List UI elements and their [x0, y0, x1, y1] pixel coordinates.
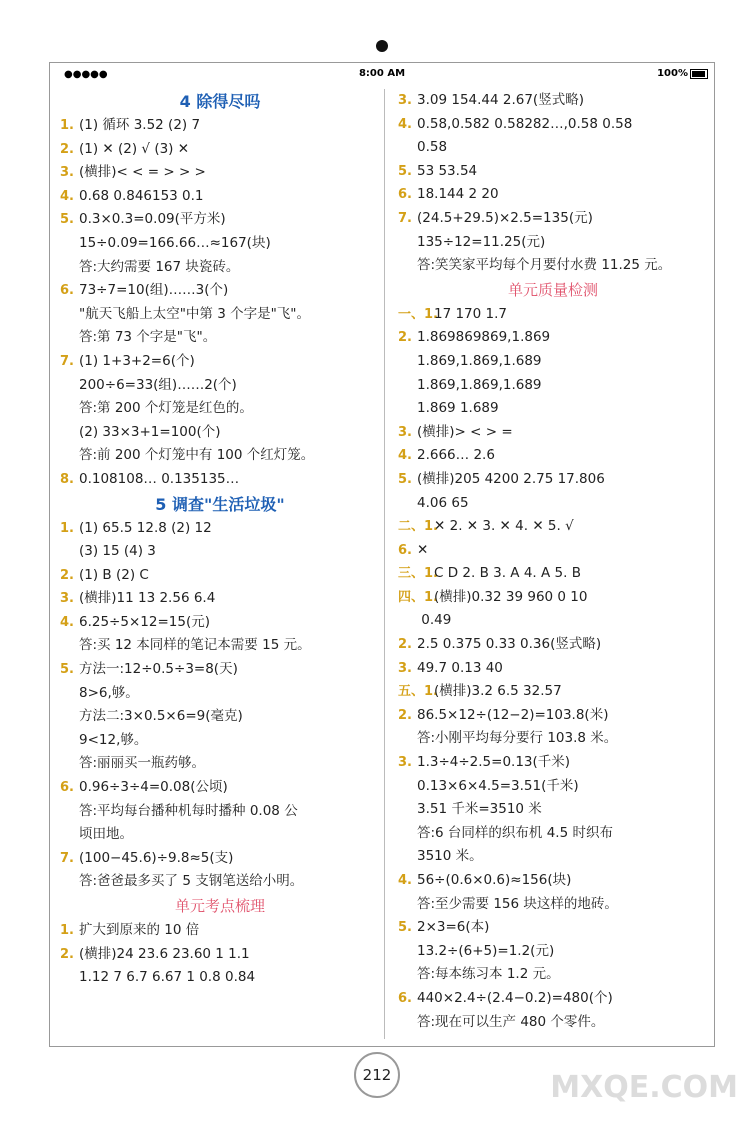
answer-line [60, 350, 380, 374]
answer-text: 440×2.4÷(2.4−0.2)=480(个) [417, 989, 613, 1006]
answer-text: (24.5+29.5)×2.5=135(元) [417, 209, 593, 226]
answer-line [398, 893, 708, 917]
question-number: 4. [60, 614, 74, 630]
answer-line [60, 564, 380, 588]
answer-line [60, 682, 380, 706]
answer-line [398, 444, 708, 468]
answer-text: 8>6,够。 [79, 684, 139, 701]
answer-line [398, 940, 708, 964]
section-subtitle: 单元考点梳理 [174, 897, 265, 915]
answer-line [398, 374, 708, 398]
answer-text: 2×3=6(本) [417, 919, 490, 936]
watermark-text: MXQE.COM [550, 1070, 738, 1105]
question-number: 2. [398, 330, 412, 346]
answer-line [60, 800, 380, 824]
answer-line [60, 444, 380, 468]
answer-text: ✕ [417, 541, 429, 558]
answer-line [398, 492, 708, 516]
answer-line [60, 185, 380, 209]
answer-line [398, 1011, 708, 1035]
status-time: 8:00 AM [358, 68, 406, 79]
answer-text: 方法二:3×0.5×6=9(毫克) [79, 708, 243, 725]
answer-line [60, 729, 380, 753]
answer-text: (横排)> < > = [417, 423, 513, 440]
answer-line [398, 231, 708, 255]
answer-line [60, 776, 380, 800]
answer-line [398, 609, 708, 633]
answer-text: 17 170 1.7 [434, 305, 507, 322]
answer-text: C D 2. B 3. A 4. A 5. B [434, 565, 581, 582]
answer-text: (横排)0.32 39 960 0 10 [434, 588, 588, 605]
answer-line [398, 160, 708, 184]
answer-text: 0.58 [417, 139, 448, 156]
question-number: 五、1. [398, 684, 438, 700]
answer-line [60, 326, 380, 350]
answer-line [398, 113, 708, 137]
answer-text: ✕ 2. ✕ 3. ✕ 4. ✕ 5. √ [434, 518, 574, 535]
question-number: 4. [398, 448, 412, 464]
answer-line [60, 823, 380, 847]
answer-text: (横排)11 13 2.56 6.4 [79, 590, 216, 607]
answer-text: 0.49 [417, 612, 452, 629]
answer-line [60, 208, 380, 232]
answer-text: 答:买 12 本同样的笔记本需要 15 元。 [79, 637, 311, 654]
answer-text: 答:6 台同样的织布机 4.5 时织布 [417, 824, 613, 841]
answer-text: 答:平均每台播种机每时播种 0.08 公 [79, 802, 298, 819]
answer-line [60, 256, 380, 280]
answer-text: 答:第 73 个字是"飞"。 [79, 329, 217, 346]
answer-text: 18.144 2 20 [417, 186, 499, 203]
question-number: 4. [60, 188, 74, 204]
answer-line [398, 751, 708, 775]
answer-line [398, 963, 708, 987]
answer-text: 13.2÷(6+5)=1.2(元) [417, 942, 555, 959]
answer-line [398, 775, 708, 799]
answer-text: 4.06 65 [417, 494, 469, 511]
answer-text: 1.869 1.689 [417, 400, 499, 417]
answer-text: 15÷0.09=166.66…≈167(块) [79, 234, 271, 251]
question-number: 1. [60, 923, 74, 938]
answer-line [398, 562, 708, 586]
answer-text: 0.68 0.846153 0.1 [79, 187, 204, 204]
answer-text: 86.5×12÷(12−2)=103.8(米) [417, 706, 609, 723]
answer-line [60, 919, 380, 943]
answer-text: 3.51 千米=3510 米 [417, 801, 542, 818]
answer-text: 答:小刚平均每分要行 103.8 米。 [417, 730, 618, 747]
answer-line [398, 515, 708, 539]
answer-text: (横排)3.2 6.5 32.57 [434, 683, 562, 700]
question-number: 6. [60, 780, 74, 796]
answer-line [398, 987, 708, 1011]
answer-text: 56÷(0.6×0.6)≈156(块) [417, 872, 572, 888]
question-number: 1. [60, 520, 74, 536]
right-column [398, 89, 708, 1034]
question-number: 7. [398, 210, 412, 226]
answer-line [398, 397, 708, 421]
section-title: 5 调查"生活垃圾" [155, 494, 285, 514]
question-number: 1. [60, 118, 74, 133]
answer-text: 答:爸爸最多买了 5 支钢笔送给小明。 [79, 873, 304, 890]
answer-text: (1) 65.5 12.8 (2) 12 [79, 519, 212, 536]
answer-line [398, 869, 708, 893]
answer-line [398, 586, 708, 610]
answer-line [398, 468, 708, 492]
answer-text: 200÷6=33(组)……2(个) [79, 376, 237, 393]
question-number: 3. [60, 591, 74, 607]
answer-line [398, 633, 708, 657]
answer-line [60, 303, 380, 327]
question-number: 2. [60, 141, 74, 157]
answer-text: 0.108108… 0.135135… [79, 470, 240, 487]
answer-line [60, 421, 380, 445]
answer-line [60, 161, 380, 185]
section-title: 4 除得尽吗 [179, 92, 261, 111]
answer-text: (1) 循环 3.52̇ (2) 7 [79, 117, 201, 133]
answer-line [398, 89, 708, 113]
answer-text: 53 53.54 [417, 162, 478, 179]
battery-icon [690, 69, 708, 79]
question-number: 7. [60, 353, 74, 369]
answer-text: 3510 米。 [417, 848, 483, 865]
answer-line [398, 254, 708, 278]
answer-text: 0.58,0.582 0.58282…,0.58̇ 0.58̇ [417, 115, 633, 132]
answer-text: (3) 15 (4) 3 [79, 543, 156, 560]
answer-line [60, 114, 380, 138]
answer-text: 扩大到原来的 10 倍 [79, 922, 200, 938]
answer-line [60, 705, 380, 729]
answer-text: 9<12,够。 [79, 731, 148, 748]
question-number: 3. [60, 165, 74, 181]
answer-text: (2) 33×3+1=100(个) [79, 423, 221, 440]
question-number: 3. [398, 755, 412, 771]
answer-text: 73÷7=10(组)……3(个) [79, 282, 229, 299]
question-number: 一、1. [398, 306, 438, 322]
question-number: 二、1. [398, 519, 438, 535]
question-number: 四、1. [398, 589, 438, 605]
question-number: 5. [60, 662, 74, 678]
question-number: 2. [60, 567, 74, 583]
answer-line [398, 183, 708, 207]
answer-line [398, 798, 708, 822]
answer-line [398, 822, 708, 846]
answer-text: 答:大约需要 167 块瓷砖。 [79, 258, 240, 275]
answer-line [60, 634, 380, 658]
answer-line [60, 517, 380, 541]
page-number: 212 [354, 1052, 400, 1098]
column-divider [384, 89, 385, 1039]
question-number: 7. [60, 850, 74, 866]
answer-line [398, 303, 708, 327]
answer-text: 答:前 200 个灯笼中有 100 个红灯笼。 [79, 447, 315, 464]
question-number: 2. [398, 637, 412, 653]
question-number: 5. [398, 163, 412, 179]
answer-text: 顷田地。 [79, 826, 133, 843]
answer-text: 答:笑笑家平均每个月要付水费 11.25 元。 [417, 257, 672, 274]
answer-text: (横排)205 4200 2.75 17.806 [417, 470, 605, 487]
answer-text: (1) B (2) C [79, 566, 149, 583]
answer-line [60, 138, 380, 162]
answer-text: 0.13×6×4.5=3.51(千米) [417, 777, 579, 794]
answer-line [398, 539, 708, 563]
question-number: 3. [398, 93, 412, 108]
answer-text: 6.25÷5×12=15(元) [79, 613, 210, 630]
answer-text: 1.3÷4÷2.5=0.13(千米) [417, 754, 571, 771]
question-number: 6. [398, 187, 412, 203]
question-number: 5. [60, 212, 74, 228]
question-number: 5. [398, 471, 412, 487]
question-number: 6. [398, 542, 412, 558]
answer-line [60, 374, 380, 398]
answer-text: 答:现在可以生产 480 个零件。 [417, 1013, 605, 1030]
answer-text: (1) 1+3+2=6(个) [79, 352, 195, 369]
answer-line [398, 704, 708, 728]
answer-line [60, 752, 380, 776]
camera-dot [376, 40, 388, 52]
answer-text: 答:至少需要 156 块这样的地砖。 [417, 895, 618, 912]
signal-icon: ●●●●● [64, 69, 108, 80]
answer-text: 135÷12=11.25(元) [417, 233, 546, 250]
answer-text: 3.09 154.44 2.67(竖式略) [417, 92, 584, 108]
answer-text: 1.869869869,1.869 [417, 329, 551, 346]
answer-text: (横排)< < = > > > [79, 164, 206, 181]
answer-line [60, 847, 380, 871]
left-column [60, 89, 380, 990]
answer-line [398, 916, 708, 940]
answer-line [398, 326, 708, 350]
answer-text: (横排)24 23.6 23.60 1 1.1 [79, 945, 250, 962]
answer-line [60, 468, 380, 492]
answer-text: 1.869,1.869,1.689 [417, 376, 542, 393]
answer-line [60, 943, 380, 967]
status-bar [50, 63, 714, 85]
question-number: 三、1. [398, 566, 438, 582]
tablet-screen [49, 62, 715, 1047]
answer-text: 答:每本练习本 1.2 元。 [417, 966, 560, 983]
answer-line [60, 870, 380, 894]
answer-line [60, 611, 380, 635]
answer-text: 1.12 7 6.7 6.67 1 0.8 0.84 [79, 969, 256, 986]
question-number: 4. [398, 116, 412, 132]
question-number: 2. [60, 946, 74, 962]
answer-line [398, 727, 708, 751]
answer-line [60, 966, 380, 990]
answer-text: 49.7 0.13 40 [417, 659, 503, 676]
answer-text: 2.666… 2.6̇ [417, 447, 495, 464]
answer-line [398, 350, 708, 374]
question-number: 3. [398, 660, 412, 676]
question-number: 4. [398, 873, 412, 888]
answer-line [398, 136, 708, 160]
question-number: 8. [60, 471, 74, 487]
answer-text: 答:第 200 个灯笼是红色的。 [79, 400, 253, 417]
answer-line [398, 680, 708, 704]
question-number: 6. [60, 283, 74, 299]
section-subtitle: 单元质量检测 [507, 280, 598, 299]
answer-text: 1.869,1.869,1.689 [417, 352, 542, 369]
answer-line [398, 845, 708, 869]
answer-text: (100−45.6)÷9.8≈5(支) [79, 849, 234, 866]
question-number: 5. [398, 920, 412, 936]
answer-line [60, 658, 380, 682]
answer-line [60, 587, 380, 611]
answer-line [398, 657, 708, 681]
answer-text: 答:丽丽买一瓶药够。 [79, 755, 206, 772]
answer-line [60, 232, 380, 256]
answer-text: 方法一:12÷0.5÷3=8(天) [79, 661, 238, 678]
answer-line [60, 397, 380, 421]
answer-line [398, 421, 708, 445]
question-number: 6. [398, 990, 412, 1006]
question-number: 2. [398, 707, 412, 723]
battery-percent: 100% [657, 68, 688, 79]
answer-line [60, 540, 380, 564]
answer-text: 0.96÷3÷4=0.08(公顷) [79, 779, 228, 796]
answer-text: 2.5 0.375 0.33 0.36(竖式略) [417, 636, 602, 653]
answer-text: (1) ✕ (2) √ (3) ✕ [79, 140, 190, 157]
answer-line [398, 207, 708, 231]
answer-text: 0.3×0.3=0.09(平方米) [79, 211, 226, 228]
answer-text: "航天飞船上太空"中第 3 个字是"飞"。 [79, 305, 311, 322]
answer-line [60, 279, 380, 303]
question-number: 3. [398, 424, 412, 440]
